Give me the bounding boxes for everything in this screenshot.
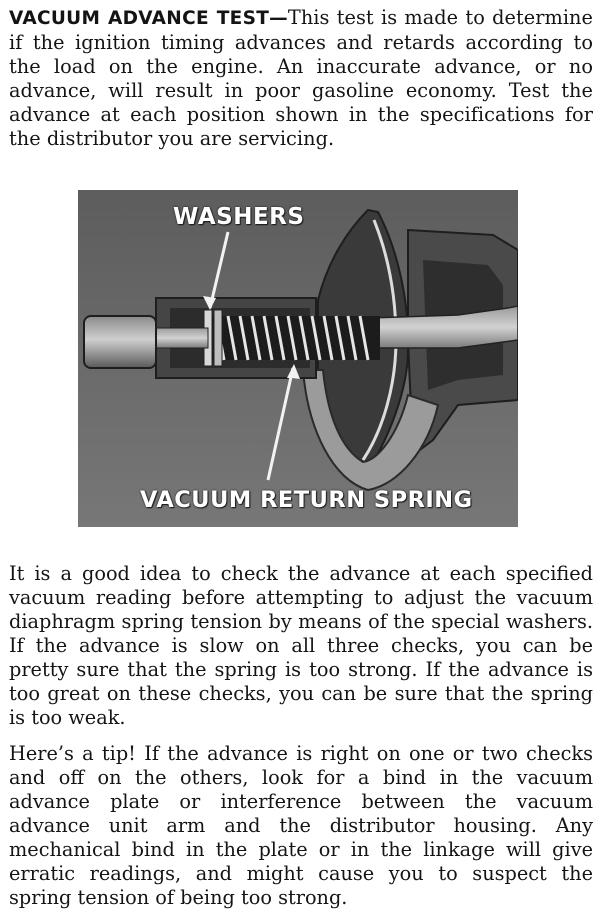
vacuum-unit-cutaway-drawing	[78, 190, 518, 527]
washers-label: WASHERS	[173, 204, 305, 230]
vacuum-return-spring-label: VACUUM RETURN SPRING	[140, 487, 473, 513]
body-paragraph-1: It is a good idea to check the advance at each specified vacuum reading before attempting to adjust the vacuum diaphragm spring tension by means of the special washers. If the advance is slow on all three checks, you can be pretty sure that the spring is too strong. If the advance is too great on these checks, you can be sure that the spring is too weak.	[9, 562, 593, 729]
intro-text: This test is made to determine if the ignition timing advances and retards according to the load on the engine. An inaccurate advance, or no advance, will result in poor gasoline economy. Test the advance at each position shown in the specifications for the distributor you are servicing.	[9, 6, 593, 150]
body-paragraph-2: Here’s a tip! If the advance is right on one or two checks and off on the others, look for a bind in the vacuum advance plate or interference between the vacuum advance unit arm and the distributor housing. Any mechanical bind in the plate or in the linkage will give erratic readings, and might cause you to suspect the spring tension of being too strong.	[9, 742, 593, 909]
end-cap	[84, 316, 156, 368]
intro-paragraph	[9, 6, 593, 151]
washer	[214, 310, 222, 366]
section-heading: VACUUM ADVANCE TEST—	[9, 8, 288, 29]
vacuum-advance-illustration	[78, 190, 518, 527]
spring-coils	[210, 316, 380, 360]
